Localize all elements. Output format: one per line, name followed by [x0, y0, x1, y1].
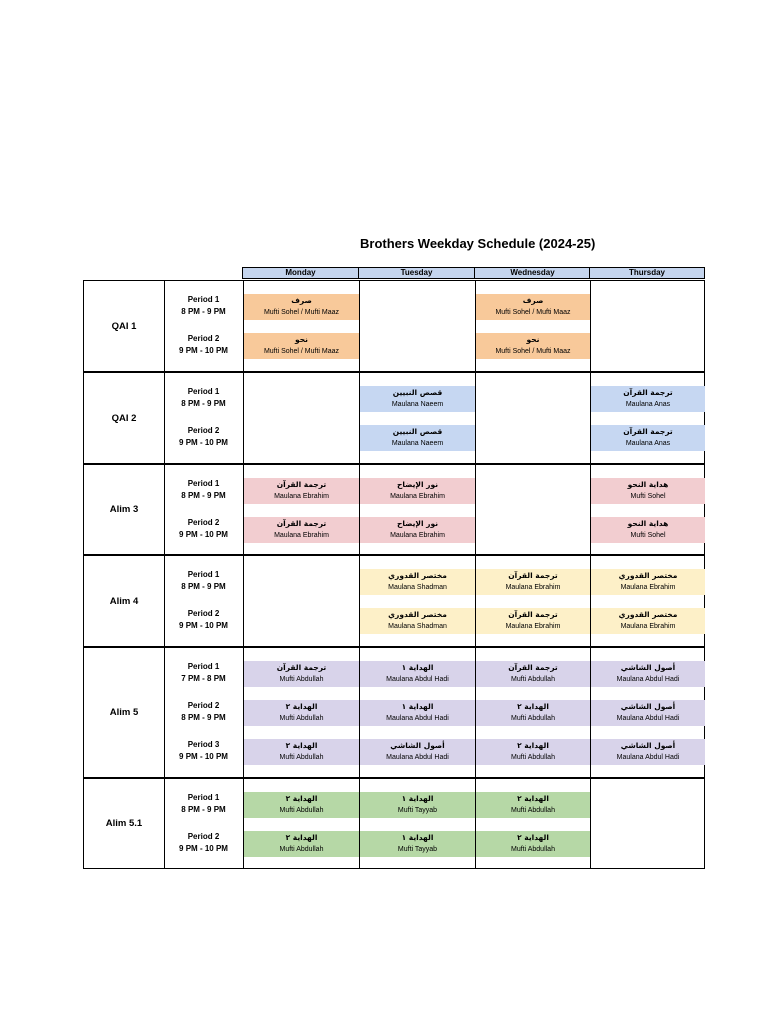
- teacher-name: Mufti Sohel / Mufti Maaz: [495, 348, 571, 355]
- teacher-name: Maulana Abdul Hadi: [616, 676, 680, 683]
- subject-name: نحو: [295, 335, 308, 344]
- subject-name: قصص النبيين: [392, 388, 443, 397]
- teacher-name: Mufti Abdullah: [279, 715, 324, 722]
- subject-name: ترجمة القرآن: [276, 480, 327, 489]
- group-name: Alim 4: [109, 595, 139, 607]
- class-cell: [591, 569, 705, 595]
- class-cell: [360, 569, 475, 595]
- class-cell: [476, 792, 590, 818]
- subject-name: الهداية ١: [401, 833, 434, 842]
- group-name: Alim 5: [109, 707, 139, 718]
- class-cell: [360, 386, 475, 412]
- class-cell: [360, 792, 475, 818]
- teacher-name: Maulana Ebrahim: [390, 532, 445, 539]
- group-block: [83, 280, 705, 372]
- period-label: [164, 661, 243, 685]
- class-cell: [244, 478, 359, 504]
- class-cell: [591, 517, 705, 543]
- class-cell: [591, 478, 705, 504]
- group-block: [83, 372, 705, 464]
- teacher-name: Maulana Abdul Hadi: [386, 715, 449, 722]
- teacher-name: Maulana Ebrahim: [390, 493, 445, 500]
- period-label: [164, 569, 243, 593]
- period-time: 9 PM - 10 PM: [179, 346, 228, 355]
- subject-name: مختصر القدوري: [388, 610, 447, 619]
- class-cell: [360, 661, 475, 687]
- class-cell: [360, 700, 475, 726]
- column-divider: [243, 373, 244, 463]
- class-cell: [244, 831, 359, 857]
- subject-name: صرف: [522, 296, 544, 305]
- subject-name: مختصر القدوري: [618, 571, 678, 580]
- period-number: Period 1: [187, 295, 220, 304]
- period-time: 9 PM - 10 PM: [179, 844, 228, 853]
- subject-name: هداية النحو: [627, 519, 669, 528]
- period-number: Period 2: [187, 701, 220, 710]
- subject-name: الهداية ١: [401, 794, 434, 803]
- teacher-name: Mufti Abdullah: [511, 715, 555, 722]
- period-time: 9 PM - 10 PM: [179, 530, 228, 539]
- subject-name: الهداية ٢: [517, 794, 549, 803]
- subject-name: ترجمة القرآن: [276, 519, 327, 528]
- period-label: [164, 294, 243, 318]
- teacher-name: Mufti Sohel: [630, 532, 666, 539]
- period-time: 8 PM - 9 PM: [181, 805, 226, 814]
- class-cell: [360, 831, 475, 857]
- teacher-name: Maulana Anas: [625, 440, 671, 447]
- period-time: 8 PM - 9 PM: [181, 399, 226, 408]
- period-time: 9 PM - 10 PM: [179, 438, 228, 447]
- page-title: Brothers Weekday Schedule (2024-25): [360, 236, 596, 251]
- subject-name: ترجمة القرآن: [623, 427, 673, 436]
- subject-name: نحو: [526, 335, 540, 344]
- teacher-name: Mufti Abdullah: [279, 807, 324, 814]
- class-cell: [244, 700, 359, 726]
- group-block: [83, 555, 705, 647]
- subject-name: ترجمة القرآن: [508, 663, 558, 672]
- group-block: [83, 464, 705, 555]
- class-cell: [244, 333, 359, 359]
- subject-name: الهداية ٢: [517, 833, 549, 842]
- subject-name: أصول الشاشي: [620, 702, 676, 711]
- subject-name: أصول الشاشي: [620, 663, 676, 672]
- subject-name: ترجمة القرآن: [508, 571, 558, 580]
- subject-name: أصول الشاشي: [620, 741, 676, 750]
- subject-name: الهداية ٢: [285, 702, 318, 711]
- period-label: [164, 739, 243, 763]
- teacher-name: Mufti Abdullah: [511, 807, 555, 814]
- period-number: Period 2: [187, 832, 220, 841]
- day-header-wednesday: Wednesday: [474, 267, 591, 279]
- period-number: Period 1: [187, 662, 220, 671]
- period-time: 8 PM - 9 PM: [181, 491, 226, 500]
- period-number: Period 1: [187, 387, 220, 396]
- class-cell: [476, 608, 590, 634]
- teacher-name: Maulana Ebrahim: [620, 623, 676, 630]
- teacher-name: Maulana Abdul Hadi: [386, 754, 449, 761]
- period-time: 9 PM - 10 PM: [179, 621, 228, 630]
- period-time: 8 PM - 9 PM: [181, 307, 226, 316]
- teacher-name: Mufti Tayyab: [397, 846, 438, 853]
- class-cell: [244, 792, 359, 818]
- subject-name: نور الإيضاح: [396, 480, 439, 489]
- group-name: QAI 1: [111, 320, 137, 332]
- column-divider: [590, 779, 591, 868]
- subject-name: الهداية ٢: [285, 741, 318, 750]
- column-divider: [475, 373, 476, 463]
- period-label: [164, 478, 243, 502]
- period-label: [164, 792, 243, 816]
- subject-name: الهداية ٢: [285, 833, 318, 842]
- day-header-monday: Monday: [242, 267, 359, 279]
- class-cell: [476, 831, 590, 857]
- period-number: Period 1: [187, 793, 220, 802]
- column-divider: [359, 281, 360, 371]
- class-cell: [591, 386, 705, 412]
- class-cell: [360, 517, 475, 543]
- teacher-name: Maulana Ebrahim: [274, 532, 329, 539]
- teacher-name: Maulana Ebrahim: [505, 623, 561, 630]
- teacher-name: Maulana Shadman: [388, 623, 447, 630]
- group-block: [83, 778, 705, 869]
- class-cell: [591, 425, 705, 451]
- teacher-name: Mufti Sohel: [630, 493, 666, 500]
- teacher-name: Maulana Anas: [625, 401, 671, 408]
- subject-name: ترجمة القرآن: [623, 388, 673, 397]
- period-number: Period 2: [187, 609, 220, 618]
- class-cell: [476, 739, 590, 765]
- subject-name: ترجمة القرآن: [508, 610, 558, 619]
- period-label: [164, 333, 243, 357]
- class-cell: [244, 661, 359, 687]
- period-number: Period 1: [187, 570, 220, 579]
- subject-name: الهداية ١: [401, 663, 434, 672]
- group-name: Alim 5.1: [105, 818, 143, 829]
- teacher-name: Mufti Abdullah: [279, 754, 324, 761]
- class-cell: [244, 294, 359, 320]
- period-label: [164, 608, 243, 632]
- column-divider: [243, 556, 244, 646]
- teacher-name: Mufti Abdullah: [511, 676, 555, 683]
- teacher-name: Maulana Naeem: [391, 440, 444, 447]
- teacher-name: Maulana Abdul Hadi: [616, 754, 680, 761]
- column-divider: [590, 281, 591, 371]
- teacher-name: Mufti Sohel / Mufti Maaz: [263, 348, 340, 355]
- teacher-name: Maulana Ebrahim: [505, 584, 561, 591]
- teacher-name: Maulana Abdul Hadi: [386, 676, 449, 683]
- teacher-name: Maulana Ebrahim: [274, 493, 329, 500]
- teacher-name: Maulana Naeem: [391, 401, 444, 408]
- class-cell: [476, 661, 590, 687]
- period-time: 8 PM - 9 PM: [181, 582, 226, 591]
- period-time: 9 PM - 10 PM: [179, 752, 228, 761]
- subject-name: الهداية ٢: [517, 702, 549, 711]
- group-block: [83, 647, 705, 778]
- subject-name: أصول الشاشي: [390, 741, 445, 750]
- teacher-name: Mufti Abdullah: [279, 676, 324, 683]
- class-cell: [476, 294, 590, 320]
- subject-name: الهداية ١: [401, 702, 434, 711]
- class-cell: [476, 569, 590, 595]
- period-number: Period 2: [187, 334, 220, 343]
- teacher-name: Maulana Ebrahim: [620, 584, 676, 591]
- teacher-name: Mufti Sohel / Mufti Maaz: [495, 309, 571, 316]
- period-label: [164, 517, 243, 541]
- group-name: Alim 3: [109, 504, 139, 515]
- class-cell: [244, 739, 359, 765]
- subject-name: قصص النبيين: [392, 427, 443, 436]
- teacher-name: Mufti Tayyab: [397, 807, 438, 814]
- day-header-tuesday: Tuesday: [358, 267, 475, 279]
- period-time: 7 PM - 8 PM: [181, 674, 226, 683]
- period-label: [164, 700, 243, 724]
- period-number: Period 2: [187, 518, 220, 527]
- class-cell: [360, 425, 475, 451]
- subject-name: صرف: [291, 296, 312, 305]
- class-cell: [591, 661, 705, 687]
- teacher-name: Maulana Shadman: [388, 584, 447, 591]
- period-number: Period 2: [187, 426, 220, 435]
- period-time: 8 PM - 9 PM: [181, 713, 226, 722]
- class-cell: [591, 700, 705, 726]
- class-cell: [476, 700, 590, 726]
- teacher-name: Maulana Abdul Hadi: [616, 715, 680, 722]
- period-label: [164, 386, 243, 410]
- teacher-name: Mufti Abdullah: [279, 846, 324, 853]
- class-cell: [591, 608, 705, 634]
- class-cell: [360, 478, 475, 504]
- subject-name: الهداية ٢: [285, 794, 318, 803]
- period-label: [164, 425, 243, 449]
- period-number: Period 3: [187, 740, 220, 749]
- teacher-name: Mufti Abdullah: [511, 846, 555, 853]
- subject-name: نور الإيضاح: [396, 519, 439, 528]
- teacher-name: Mufti Abdullah: [511, 754, 555, 761]
- class-cell: [360, 608, 475, 634]
- subject-name: الهداية ٢: [517, 741, 549, 750]
- class-cell: [591, 739, 705, 765]
- subject-name: هداية النحو: [627, 480, 669, 489]
- teacher-name: Mufti Sohel / Mufti Maaz: [263, 309, 340, 316]
- period-label: [164, 831, 243, 855]
- class-cell: [476, 333, 590, 359]
- subject-name: ترجمة القرآن: [276, 663, 327, 672]
- day-header-thursday: Thursday: [589, 267, 705, 279]
- subject-name: مختصر القدوري: [618, 610, 678, 619]
- group-name: QAI 2: [111, 412, 137, 424]
- class-cell: [244, 517, 359, 543]
- column-divider: [475, 465, 476, 554]
- period-number: Period 1: [187, 479, 220, 488]
- subject-name: مختصر القدوري: [388, 571, 447, 580]
- class-cell: [360, 739, 475, 765]
